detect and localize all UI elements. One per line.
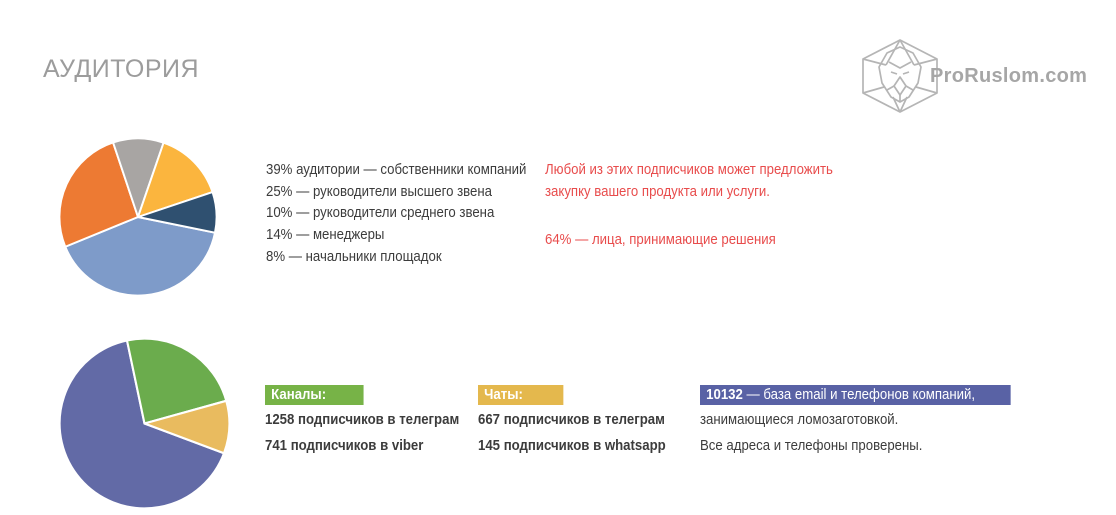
stat-line-owners: 39% аудитории — собственники компаний (266, 161, 527, 178)
database-line-scrap: занимающиеся ломозаготовкой. (700, 411, 899, 428)
stat-line-managers: 14% — менеджеры (266, 226, 385, 244)
database-tag (700, 385, 1011, 405)
database-tag-label: — база email и телефонов компаний, (746, 386, 976, 403)
audience-pie-chart (57, 136, 219, 298)
channels-telegram-line: 1258 подписчиков в телеграм (265, 411, 460, 428)
subscribers-pie-chart (57, 336, 232, 511)
chats-column (478, 385, 666, 456)
stat-line-top-mgmt: 25% — руководители высшего звена (266, 182, 493, 200)
red-note-text: Любой из этих подписчиков может предложить закупку вашего продукта или услуги. (545, 161, 833, 200)
logo-text: ProRuslom.com (930, 64, 1088, 87)
stat-line-site-chiefs: 8% — начальники площадок (266, 247, 442, 265)
red-note-block (545, 159, 879, 251)
database-count: 10132 (706, 386, 743, 403)
channels-column (265, 385, 459, 456)
decision-makers-text: 64% — лица, принимающие решения (545, 231, 776, 248)
chats-telegram-line: 667 подписчиков в телеграм (478, 411, 665, 428)
chats-tag: Чаты: (478, 385, 563, 405)
stat-line-mid-mgmt: 10% — руководители среднего звена (266, 204, 495, 222)
audience-stats-list (266, 159, 526, 268)
chats-whatsapp-line: 145 подписчиков в whatsapp (478, 436, 666, 454)
brand-logo (856, 37, 1087, 115)
page-title: АУДИТОРИЯ (43, 55, 200, 83)
database-line-verified: Все адреса и телефоны проверены. (700, 436, 923, 454)
channels-tag: Каналы: (265, 385, 364, 405)
database-column (700, 385, 1011, 456)
channels-viber-line: 741 подписчиков в viber (265, 436, 424, 454)
